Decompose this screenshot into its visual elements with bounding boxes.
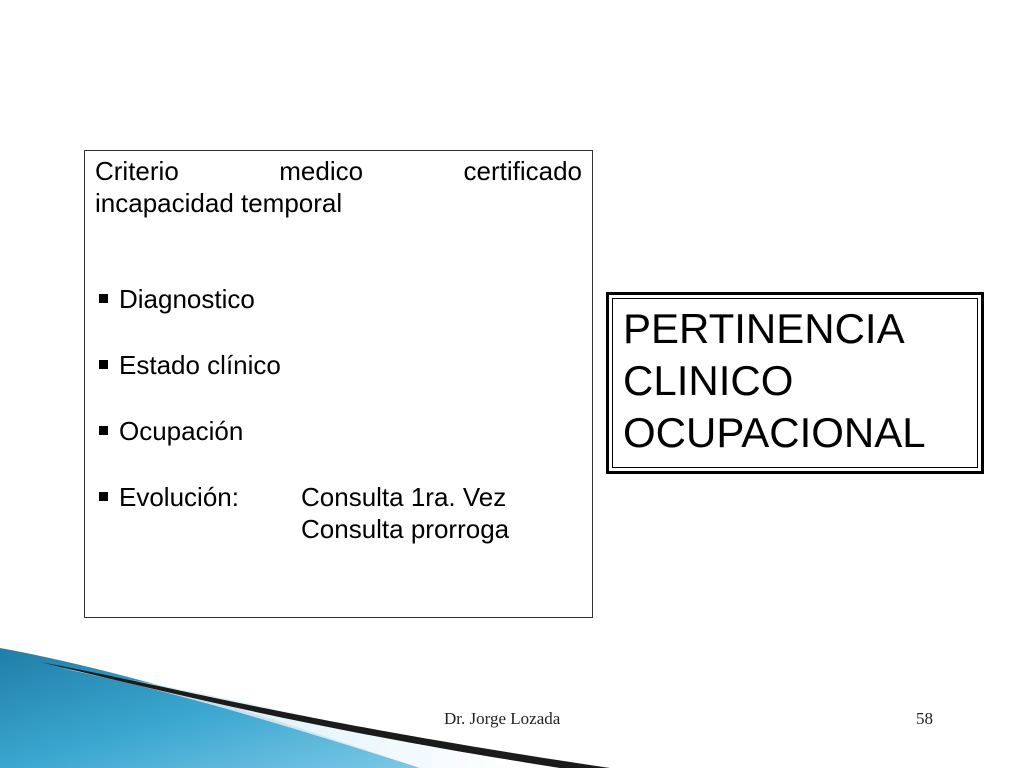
list-item: [95, 415, 575, 447]
square-bullet-icon: [99, 426, 108, 435]
list-item: [95, 481, 575, 544]
list-item: [95, 283, 575, 315]
square-bullet-icon: [99, 360, 108, 369]
heading-line: OCUPACIONAL: [623, 409, 926, 456]
evolution-detail-first: Consulta 1ra. Vez: [301, 482, 507, 512]
heading-box: [606, 292, 984, 474]
criteria-title-line1: [95, 155, 582, 187]
footer-author: Dr. Jorge Lozada: [444, 709, 561, 728]
heading-line: CLINICO: [623, 357, 794, 404]
criteria-list: [95, 283, 575, 547]
criteria-item-label: Evolución:: [119, 482, 239, 512]
criteria-title-word: certificado: [463, 156, 582, 186]
list-item: [95, 349, 575, 381]
criteria-item-label: Estado clínico: [119, 350, 281, 380]
criteria-box: [84, 150, 593, 618]
criteria-item-detail: [301, 481, 509, 545]
page-number: 58: [916, 709, 933, 728]
criteria-title-word: medico: [279, 156, 364, 186]
swoosh-blue-shape: [0, 648, 420, 768]
criteria-title-line2: incapacidad temporal: [95, 188, 343, 218]
evolution-detail-second: Consulta prorroga: [301, 514, 510, 544]
criteria-item-label: Diagnostico: [119, 284, 255, 314]
criteria-item-label: Ocupación: [119, 416, 244, 446]
square-bullet-icon: [99, 294, 108, 303]
criteria-title-word: Criterio: [95, 156, 179, 186]
heading-box-inner: [612, 298, 978, 468]
criteria-title: [95, 155, 582, 219]
heading-line: PERTINENCIA: [623, 305, 905, 352]
square-bullet-icon: [99, 492, 108, 501]
decorative-swoosh: [0, 640, 620, 768]
